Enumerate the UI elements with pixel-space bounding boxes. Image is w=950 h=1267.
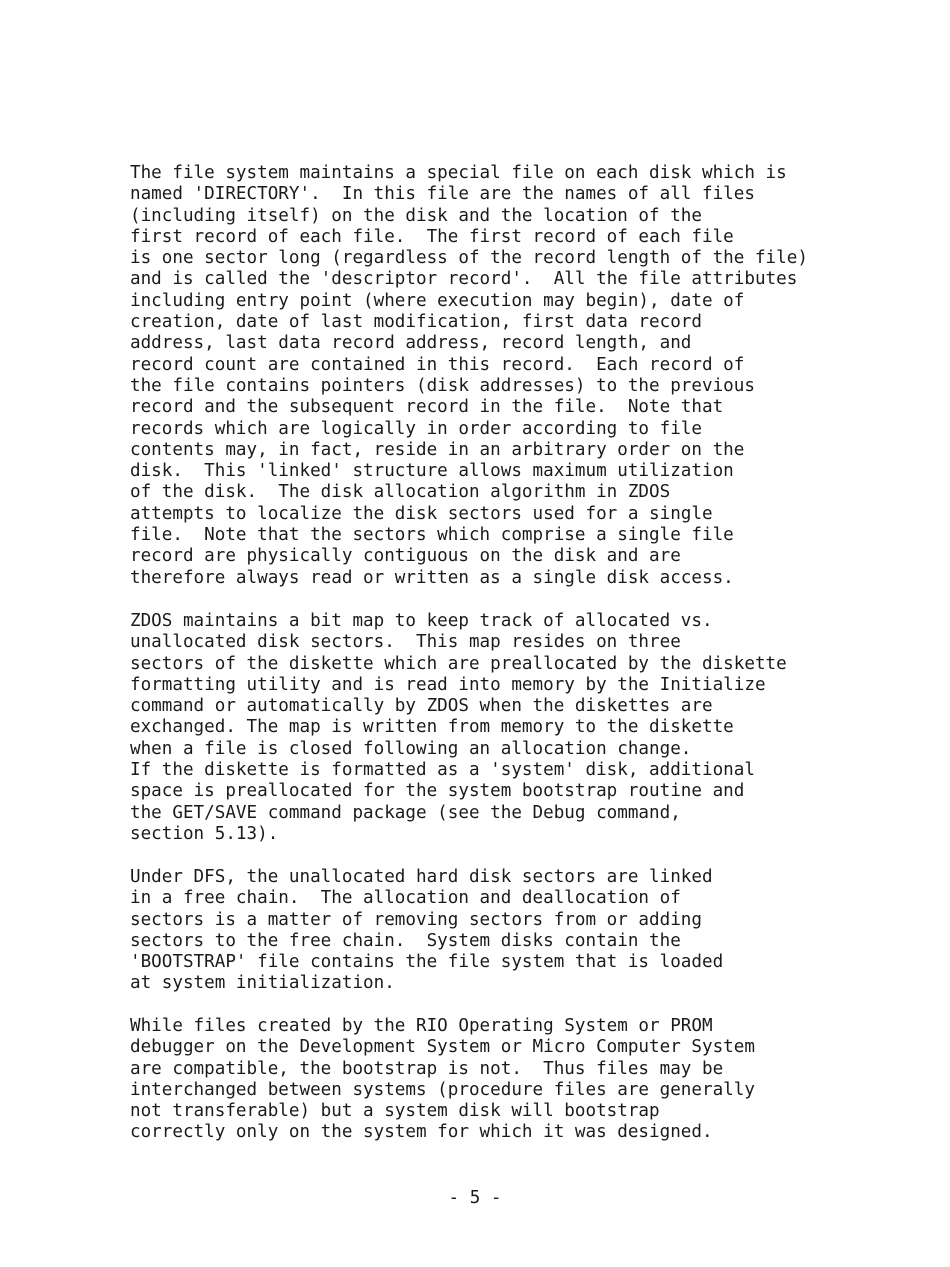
page-number: - 5 - [448, 1188, 502, 1208]
paragraph-directory-file: The file system maintains a special file on each disk which is named 'DIRECTORY'. In this file are the names of all files (including itself) on the disk and the location of the first record of each file. The first record of each file is one sector long (regardless of the record length of the file) and is called the 'descriptor record'. All the file attributes including entry point (where execution may begin), date of creation, date of last modification, first data record address, last data record address, record length, and record count are contained in this record. Each record of the file contains pointers (disk addresses) to the previous record and the subsequent record in the file. Note that records which are logically in order according to file contents may, in fact, reside in an arbitrary order on the disk. This 'linked' structure allows maximum utilization of the disk. The disk allocation algorithm in ZDOS attempts to localize the disk sectors used for a single file. Note that the sectors which comprise a single file record are physically contiguous on the disk and are therefore always read or written as a single disk access. [130, 163, 808, 588]
paragraph-compatibility: While files created by the RIO Operating System or PROM debugger on the Development System or Micro Computer System are compatible, the bootstrap is not. Thus files may be interchanged between systems (procedure files are generally not transferable) but a system disk will bootstrap correctly only on the system for which it was designed. [130, 1016, 755, 1143]
paragraph-bit-map: ZDOS maintains a bit map to keep track of allocated vs. unallocated disk sectors. This map resides on three sectors of the diskette which are preallocated by the diskette formatting utility and is read into memory by the Initialize command or automatically by ZDOS when the diskettes are exchanged. The map is written from memory to the diskette when a file is closed following an allocation change. If the diskette is formatted as a 'system' disk, additional space is preallocated for the system bootstrap routine and the GET/SAVE command package (see the Debug command, section 5.13). [130, 611, 787, 844]
paragraph-dfs-free-chain: Under DFS, the unallocated hard disk sectors are linked in a free chain. The allocation and deallocation of sectors is a matter of removing sectors from or adding sectors to the free chain. System disks contain the 'BOOTSTRAP' file contains the file system that is loaded at system initialization. [130, 867, 724, 994]
